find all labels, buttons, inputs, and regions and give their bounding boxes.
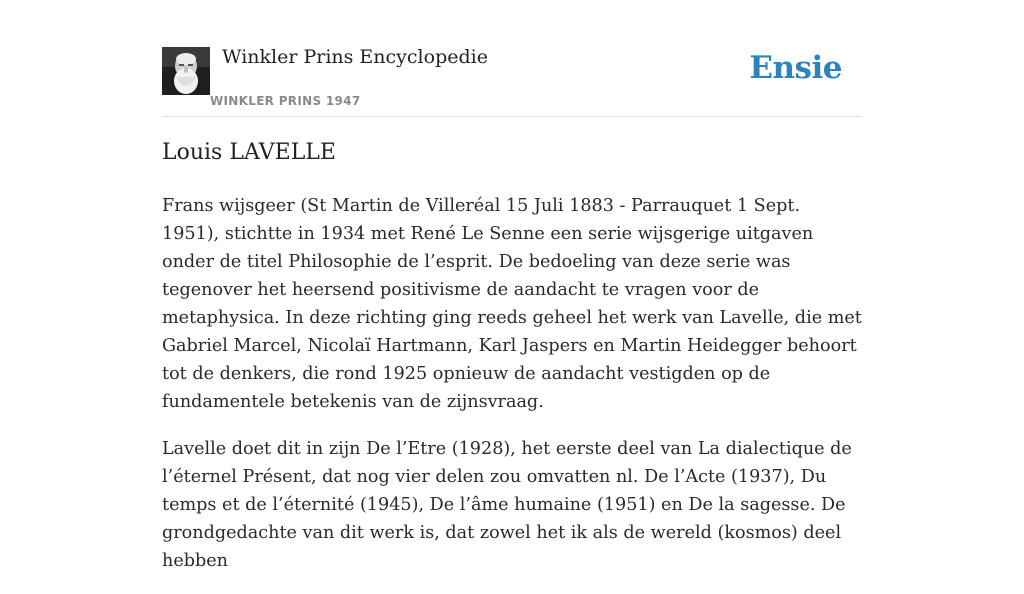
article-title: Louis LAVELLE [162,140,336,165]
bearded-man-portrait-icon [162,47,210,95]
brand-logo[interactable]: Ensie [749,50,842,86]
article-paragraph: Frans wijsgeer (St Martin de Villeréal 15 Juli 1883 - Parrauquet 1 Sept. 1951), stichtte in 1934 met René Le Senne een serie wijsgerige uitgaven onder de titel Philosophie de l’esprit. De bedoeling van deze serie was tegenover het heersend positivisme de aandacht te vragen voor de metaphysica. In deze richting ging reeds geheel het werk van Lavelle, die met Gabriel Marcel, Nicolaï Hartmann, Karl Jaspers en Martin Heidegger behoort tot de denkers, die rond 1925 opnieuw de aandacht vestigden op de fundamentele betekenis van de zijnsvraag. [162,196,862,412]
article-paragraph: Lavelle doet dit in zijn De l’Etre (1928), het eerste deel van La dialectique de l’éternel Présent, dat nog vier delen zou omvatten nl. De l’Acte (1937), Du temps et de l’éternité (1945), De l’âme humaine (1951) en De la sagesse. De grondgedachte van dit werk is, dat zowel het ik als de wereld (kosmos) deel hebben [162,439,852,571]
source-subtitle[interactable]: WINKLER PRINS 1947 [210,94,361,108]
page-header [162,46,862,117]
source-title[interactable]: Winkler Prins Encyclopedie [222,46,488,68]
avatar[interactable] [162,47,210,95]
article-body [162,192,862,594]
